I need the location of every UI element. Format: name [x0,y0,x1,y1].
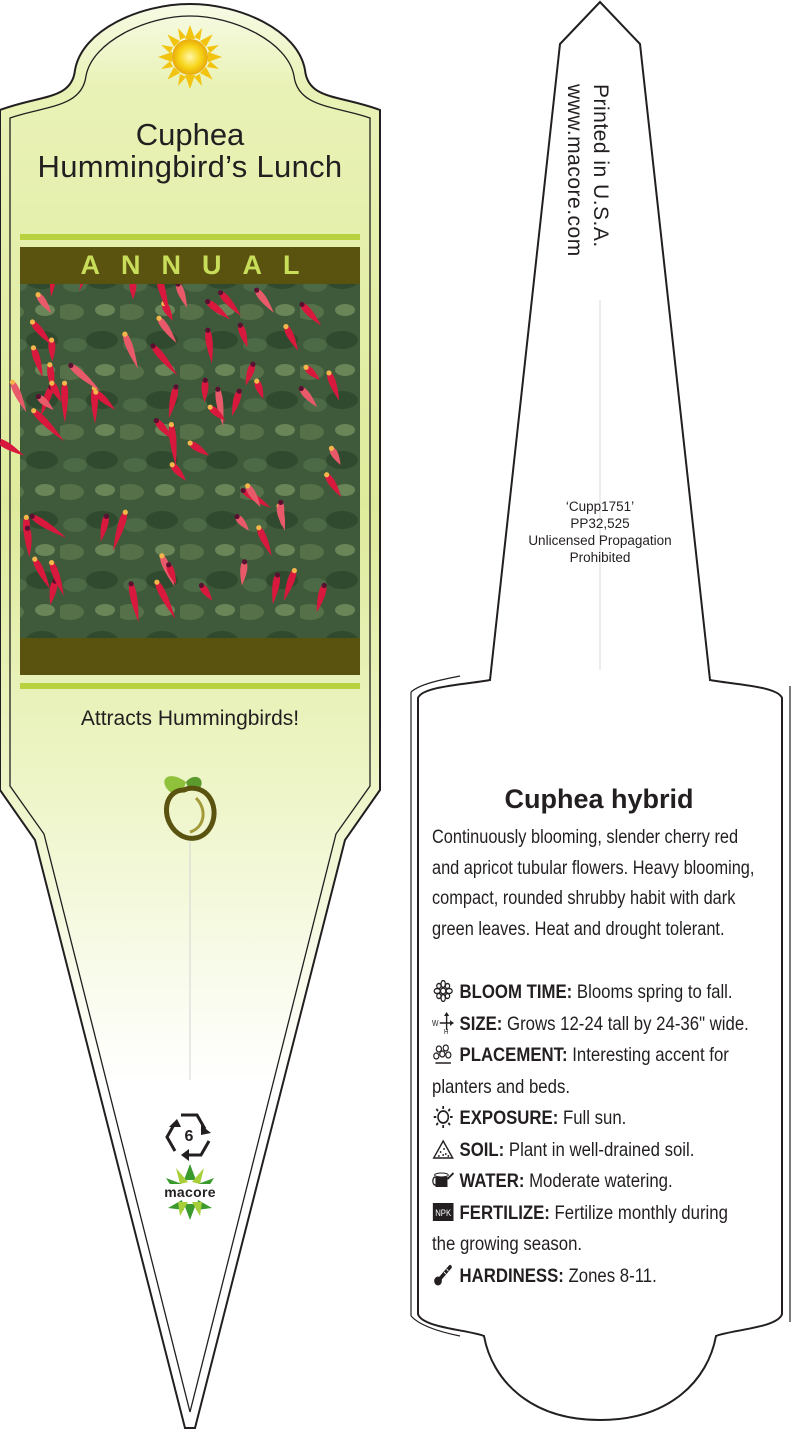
placement-icon [432,1043,454,1065]
attr-fertilize [432,1198,755,1261]
attr-value: Plant in well-drained soil. [508,1138,695,1161]
variety-title [14,149,366,184]
recycle-code: 6 [184,1128,194,1145]
print-info [563,84,612,284]
attr-value: Grows 12-24 tall by 24-36" wide. [507,1012,749,1035]
attr-water [432,1166,755,1198]
patent-number: PP32,525 [570,516,630,531]
printed-in: Printed in U.S.A. [589,84,612,248]
soil-icon [432,1138,454,1160]
flower-icon [432,980,454,1002]
size-h-letter: H [444,1028,449,1034]
attr-label: HARDINESS: [459,1264,564,1287]
size-w-letter: W [432,1017,439,1028]
category-label: ANNUAL [80,250,321,280]
care-attributes [432,977,755,1292]
propagation-notice-2: Prohibited [569,550,631,565]
attr-label: FERTILIZE: [459,1201,550,1224]
brand-wordmark: macore [164,1184,216,1200]
watering-can-icon [432,1169,454,1191]
scientific-name: Cuphea hybrid [504,784,694,814]
patent-notice [470,498,730,566]
size-arrows-icon [432,1012,454,1034]
sun-outline-icon [432,1106,454,1128]
attr-value: Interesting accent for planters and beds. [432,1044,729,1098]
tagline: Attracts Hummingbirds! [80,707,300,730]
propagation-notice-1: Unlicensed Propagation [528,533,672,548]
flower-photo [0,250,360,638]
attr-hardiness [432,1261,755,1293]
attr-value: Moderate watering. [529,1170,673,1192]
description: Continuously blooming, slender cherry red and apricot tubular flowers. Heavy blooming, compact, rounded shrubby habit with dark green leaves. Heat and drought tolerant. [432,827,755,940]
attr-bloom-time [432,977,755,1009]
attr-placement [432,1040,755,1103]
attr-label: EXPOSURE: [459,1107,559,1129]
variety-title-text: Hummingbird’s Lunch [37,149,343,184]
attr-label: WATER: [459,1170,525,1192]
website: www.macore.com [563,84,586,257]
attr-label: SOIL: [459,1138,505,1161]
thermometer-icon [432,1264,454,1286]
attr-exposure [432,1103,755,1135]
attr-value: Zones 8-11. [568,1264,657,1287]
sun-icon [158,25,222,89]
npk-icon [432,1201,454,1223]
genus-title: Cuphea [135,117,245,152]
npk-text: NPK [435,1206,452,1218]
cultivar-name: ‘Cupp1751’ [565,499,635,514]
photo-bottom-band [20,638,360,675]
attr-value: Full sun. [562,1107,627,1129]
attr-soil [432,1135,755,1167]
attr-value: Fertilize monthly during the growing season. [432,1201,728,1255]
attr-label: SIZE: [459,1012,503,1035]
attr-label: PLACEMENT: [459,1044,568,1066]
attr-size [432,1009,755,1041]
attr-label: BLOOM TIME: [459,981,573,1003]
attr-value: Blooms spring to fall. [576,981,733,1003]
